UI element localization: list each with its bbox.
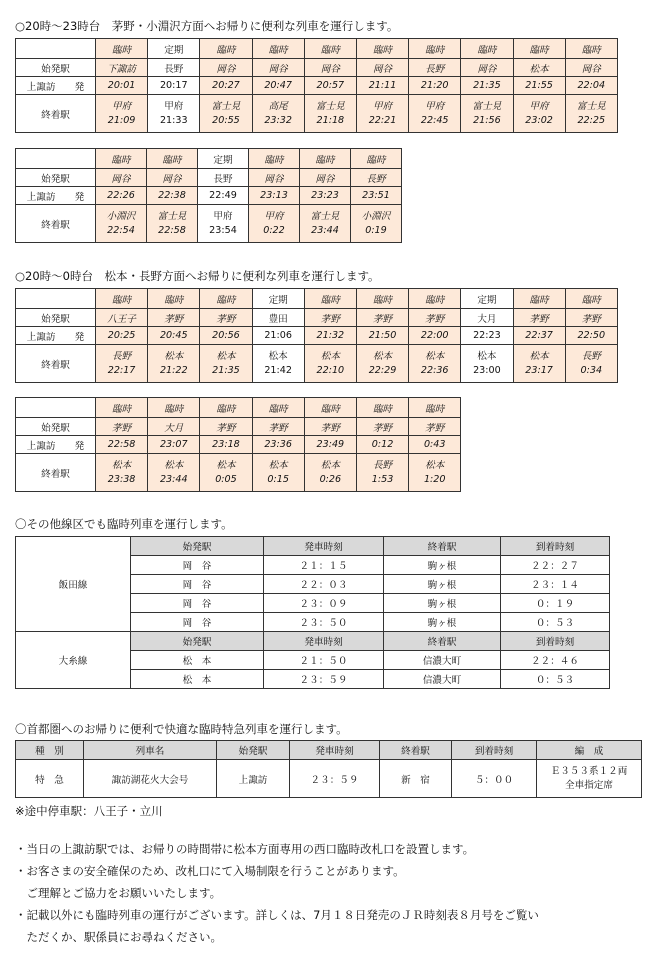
corner-cell [16,39,96,59]
train-origin: 茅野 [356,418,408,436]
destination-header: 終着駅 [384,537,501,556]
train-origin: 岡谷 [461,59,513,77]
train-type: 臨時 [356,398,408,418]
train-origin: 茅野 [304,418,356,436]
train-type: 臨時 [200,398,252,418]
line-arrival: ２３：１４ [501,575,610,594]
train-destination-cell [565,95,617,133]
origin-header: 始発駅 [131,537,264,556]
train-type: 臨時 [409,289,461,309]
row-label-departure: 上諏訪 発 [16,187,96,205]
train-origin: 岡谷 [565,59,617,77]
header-destination: 終着駅 [380,741,452,760]
train-destination: 甲府 [529,100,549,112]
train-origin: 大月 [461,309,513,327]
train-arrival: 21:18 [316,114,345,126]
train-departure: 23:18 [200,436,252,454]
train-destination: 富士見 [315,100,345,112]
train-type: 定期 [252,289,304,309]
section1-heading: ○20時～23時台 茅野・小淵沢方面へお帰りに便利な列車を運行します。 [15,19,399,33]
train-destination-cell [252,345,304,383]
train-destination: 松本 [425,350,445,362]
train-type: 臨時 [461,39,513,59]
note-1: ・お客さまの安全確保のため、改札口にて入場制限を行うことがあります。 [15,864,405,878]
train-destination: 松本 [477,350,497,362]
corner-cell [16,398,96,418]
train-arrival: 22:45 [420,114,449,126]
line-arrival: ０：１９ [501,594,610,613]
train-departure: 22:26 [96,187,147,205]
train-destination-cell [200,454,252,492]
train-destination: 松本 [529,350,549,362]
header-departure: 発車時刻 [290,741,380,760]
train-arrival: 0:26 [319,473,342,485]
train-type: 臨時 [304,398,356,418]
train-origin: 茅野 [200,418,252,436]
train-type: 定期 [461,289,513,309]
train-departure: 23:49 [304,436,356,454]
train-destination: 甲府 [264,210,284,222]
train-departure: 20:57 [304,77,356,95]
train-destination-cell [409,345,461,383]
train-type: 臨時 [351,149,402,169]
line-origin: 岡 谷 [131,613,264,632]
train-type: 臨時 [200,289,252,309]
train-destination-cell [513,95,565,133]
train-destination: 新 宿 [380,760,452,798]
train-destination: 富士見 [472,100,502,112]
line-departure: ２３：５９ [264,670,384,689]
train-arrival: 0:34 [580,364,603,376]
train-destination-cell [351,205,402,243]
corner-cell [16,289,96,309]
train-origin: 長野 [148,59,200,77]
destination-header: 終着駅 [384,632,501,651]
row-label-destination: 終着駅 [16,95,96,133]
train-departure: 20:25 [96,327,148,345]
train-type: 臨時 [249,149,300,169]
train-origin: 長野 [198,169,249,187]
train-type: 臨時 [304,39,356,59]
train-origin: 茅野 [304,309,356,327]
train-departure: 23:36 [252,436,304,454]
train-type: 臨時 [304,289,356,309]
section4-heading: 〇首都圏へのお帰りに便利で快適な臨時特急列車を運行します。 [15,722,348,736]
train-type: 臨時 [356,39,408,59]
train-formation [537,760,642,798]
train-destination: 松本 [320,350,340,362]
train-origin: 下諏訪 [96,59,148,77]
train-arrival: 21:35 [212,364,240,376]
note-3: ・記載以外にも臨時列車の運行がございます。詳しくは、7月１８日発売のＪＲ時刻表８月号をご覧い [15,908,539,922]
train-origin: 長野 [351,169,402,187]
line-destination: 信濃大町 [384,670,501,689]
train-destination: 松本 [164,459,184,471]
timetable-matsumoto-2 [15,397,461,492]
train-name: 諏訪湖花火大会号 [84,760,217,798]
train-departure: 20:27 [200,77,252,95]
line-arrival: ２２：４６ [501,651,610,670]
train-destination-cell [252,95,304,133]
train-origin: 茅野 [356,309,408,327]
header-kind: 種 別 [16,741,84,760]
train-origin: 茅野 [565,309,617,327]
row-label-origin: 始発駅 [16,309,96,327]
formation-cars: Ｅ３５３系１２両 [550,765,628,777]
departure-header: 発車時刻 [264,537,384,556]
train-type: 臨時 [300,149,351,169]
train-departure: 20:01 [96,77,148,95]
train-origin: 茅野 [409,309,461,327]
train-arrival: 23:00 [473,364,501,376]
train-arrival: 22:58 [158,224,186,236]
timetable-kofu-1 [15,38,618,133]
train-origin: 茅野 [148,309,200,327]
train-destination-cell [96,454,148,492]
origin-header: 始発駅 [131,632,264,651]
limited-express-table [15,740,642,798]
train-destination: 長野 [581,350,601,362]
train-arrival: ５：００ [452,760,537,798]
header-formation: 編 成 [537,741,642,760]
train-arrival: 22:21 [368,114,397,126]
train-destination-cell [304,95,356,133]
train-destination-cell [252,454,304,492]
train-departure: 0:43 [409,436,461,454]
train-destination: 長野 [112,350,132,362]
line-destination: 駒ヶ根 [384,575,501,594]
train-arrival: 23:54 [209,224,237,236]
row-label-departure: 上諏訪 発 [16,327,96,345]
train-arrival: 23:17 [525,364,553,376]
line-departure: ２３：５０ [264,613,384,632]
train-origin: 茅野 [200,309,252,327]
train-type: 定期 [148,39,200,59]
train-departure: 22:23 [461,327,513,345]
train-type: 臨時 [409,39,461,59]
train-destination-cell [356,95,408,133]
train-departure: 21:32 [304,327,356,345]
train-departure: 22:04 [565,77,617,95]
header-train-name: 列車名 [84,741,217,760]
train-destination: 松本 [320,459,340,471]
train-kind: 特 急 [16,760,84,798]
train-arrival: 22:29 [368,364,397,376]
line-arrival: ０：５３ [501,670,610,689]
train-origin: 茅野 [409,418,461,436]
train-origin: 岡谷 [96,169,147,187]
train-destination: 松本 [216,459,236,471]
train-destination: 高尾 [268,100,288,112]
train-destination: 長野 [372,459,393,471]
train-destination: 松本 [268,459,288,471]
line-destination: 信濃大町 [384,651,501,670]
train-origin: 松本 [513,59,565,77]
train-destination: 甲府 [425,100,445,112]
train-departure: 20:56 [200,327,252,345]
train-arrival: 1:20 [423,473,446,485]
train-origin: 岡谷 [300,169,351,187]
train-type: 臨時 [409,398,461,418]
train-type: 臨時 [356,289,408,309]
train-departure: 21:35 [461,77,513,95]
train-destination-cell [356,454,408,492]
train-destination-cell [96,205,147,243]
line-origin: 松 本 [131,670,264,689]
train-destination-cell [409,95,461,133]
train-destination: 小淵沢 [361,210,391,222]
train-arrival: 23:44 [159,473,188,485]
train-destination-cell [200,95,252,133]
train-departure: 22:37 [513,327,565,345]
train-origin: 大月 [148,418,200,436]
line-origin: 岡 谷 [131,594,264,613]
train-destination: 小淵沢 [106,210,136,222]
train-departure: 22:58 [96,436,148,454]
line-departure: ２３：０９ [264,594,384,613]
train-destination: 甲府 [112,100,132,112]
train-type: 臨時 [513,289,565,309]
train-departure: 22:49 [198,187,249,205]
train-arrival: 21:22 [159,364,188,376]
train-arrival: 0:15 [267,473,289,485]
timetable-matsumoto-1 [15,288,618,383]
train-arrival: 22:17 [107,364,136,376]
row-label-destination: 終着駅 [16,345,96,383]
train-arrival: 20:55 [212,114,240,126]
note-0: ・当日の上諏訪駅では、お帰りの時間帯に松本方面専用の西口臨時改札口を設置します。 [15,842,475,856]
line-origin: 岡 谷 [131,556,264,575]
train-arrival: 22:10 [316,364,345,376]
train-destination-cell [304,345,356,383]
train-type: 臨時 [148,398,200,418]
train-arrival: 22:54 [107,224,135,236]
train-type: 臨時 [252,398,304,418]
train-destination-cell [249,205,300,243]
train-arrival: 23:38 [107,473,136,485]
train-destination: 富士見 [211,100,241,112]
row-label-destination: 終着駅 [16,454,96,492]
train-destination: 甲府 [372,100,393,112]
train-origin: 長野 [409,59,461,77]
train-destination-cell [148,95,200,133]
train-destination: 松本 [372,350,393,362]
train-departure: 21:11 [356,77,408,95]
line-arrival: ２２：２７ [501,556,610,575]
train-arrival: 0:22 [263,224,285,236]
train-type: 臨時 [565,289,617,309]
train-destination: 富士見 [310,210,340,222]
line-departure: ２２：０３ [264,575,384,594]
train-departure: 22:00 [409,327,461,345]
train-origin: 八王子 [96,309,148,327]
train-type: 臨時 [96,289,148,309]
train-origin: 岡谷 [147,169,198,187]
train-destination-cell [148,454,200,492]
train-arrival: 1:53 [371,473,394,485]
row-label-departure: 上諏訪 発 [16,77,96,95]
train-departure: 21:50 [356,327,408,345]
arrival-header: 到着時刻 [501,632,610,651]
header-arrival: 到着時刻 [452,741,537,760]
train-departure: 23:51 [351,187,402,205]
train-origin: 茅野 [252,418,304,436]
train-arrival: 22:25 [577,114,606,126]
train-departure: 23:13 [249,187,300,205]
train-destination-cell [198,205,249,243]
train-departure: 21:55 [513,77,565,95]
departure-header: 発車時刻 [264,632,384,651]
row-label-origin: 始発駅 [16,169,96,187]
line-origin: 岡 谷 [131,575,264,594]
train-departure: 20:47 [252,77,304,95]
train-destination-cell [96,345,148,383]
train-destination-cell [565,345,617,383]
train-destination-cell [356,345,408,383]
train-arrival: 21:33 [159,114,188,126]
stop-note: ※途中停車駅：八王子・立川 [15,804,163,818]
formation-seats: 全車指定席 [565,779,613,791]
train-origin: 茅野 [96,418,148,436]
note-2: ご理解とご協力をお願いいたします。 [15,886,222,900]
line-destination: 駒ヶ根 [384,594,501,613]
section2-heading: ○20時～0時台 松本・長野方面へお帰りに便利な列車を運行します。 [15,269,380,283]
train-departure: 23:07 [148,436,200,454]
train-destination-cell [148,345,200,383]
train-destination-cell [200,345,252,383]
train-type: 臨時 [96,39,148,59]
train-arrival: 0:19 [365,224,387,236]
line-departure: ２１：５０ [264,651,384,670]
train-destination: 富士見 [576,100,606,112]
train-origin: 豊田 [252,309,304,327]
train-type: 臨時 [96,398,148,418]
train-departure: 22:38 [147,187,198,205]
train-origin: 岡谷 [304,59,356,77]
train-arrival: 23:32 [264,114,292,126]
train-arrival: 0:05 [215,473,237,485]
train-origin: 茅野 [513,309,565,327]
train-type: 定期 [198,149,249,169]
train-type: 臨時 [148,289,200,309]
train-type: 臨時 [200,39,252,59]
train-departure: ２３：５９ [290,760,380,798]
train-type: 臨時 [565,39,617,59]
line-destination: 駒ヶ根 [384,556,501,575]
row-label-origin: 始発駅 [16,59,96,77]
train-origin: 岡谷 [200,59,252,77]
train-destination: 甲府 [164,100,184,112]
train-destination-cell [513,345,565,383]
train-origin: 岡谷 [252,59,304,77]
line-name: 大糸線 [16,632,131,689]
train-type: 臨時 [513,39,565,59]
train-departure: 20:17 [148,77,200,95]
train-destination: 松本 [164,350,184,362]
train-type: 臨時 [252,39,304,59]
line-origin: 松 本 [131,651,264,670]
other-lines-table [15,536,610,689]
train-origin: 岡谷 [356,59,408,77]
train-destination-cell [300,205,351,243]
train-destination-cell [96,95,148,133]
train-destination: 富士見 [157,210,187,222]
train-arrival: 21:56 [473,114,501,126]
train-departure: 0:12 [356,436,408,454]
row-label-origin: 始発駅 [16,418,96,436]
timetable-kofu-2 [15,148,402,243]
train-origin: 岡谷 [249,169,300,187]
row-label-departure: 上諏訪 発 [16,436,96,454]
train-destination-cell [147,205,198,243]
section3-heading: 〇その他線区でも臨時列車を運行します。 [15,517,233,531]
train-arrival: 23:44 [311,224,339,236]
line-departure: ２１：１５ [264,556,384,575]
train-destination-cell [461,95,513,133]
corner-cell [16,149,96,169]
train-arrival: 22:36 [420,364,449,376]
train-destination: 松本 [216,350,236,362]
train-departure: 22:50 [565,327,617,345]
train-type: 臨時 [147,149,198,169]
train-departure: 23:23 [300,187,351,205]
train-destination-cell [461,345,513,383]
train-destination: 松本 [425,459,445,471]
train-departure: 20:45 [148,327,200,345]
train-origin: 上諏訪 [217,760,290,798]
train-destination-cell [304,454,356,492]
train-type: 臨時 [96,149,147,169]
row-label-destination: 終着駅 [16,205,96,243]
line-destination: 駒ヶ根 [384,613,501,632]
train-destination: 松本 [112,459,132,471]
train-destination: 甲府 [213,210,233,222]
train-arrival: 21:42 [264,364,292,376]
header-origin: 始発駅 [217,741,290,760]
line-arrival: ０：５３ [501,613,610,632]
train-departure: 21:20 [409,77,461,95]
note-4: ただくか、駅係員にお尋ねください。 [15,930,222,944]
line-name: 飯田線 [16,537,131,632]
train-arrival: 23:02 [525,114,553,126]
train-arrival: 21:09 [107,114,136,126]
train-departure: 21:06 [252,327,304,345]
train-destination: 松本 [268,350,288,362]
train-destination-cell [409,454,461,492]
arrival-header: 到着時刻 [501,537,610,556]
